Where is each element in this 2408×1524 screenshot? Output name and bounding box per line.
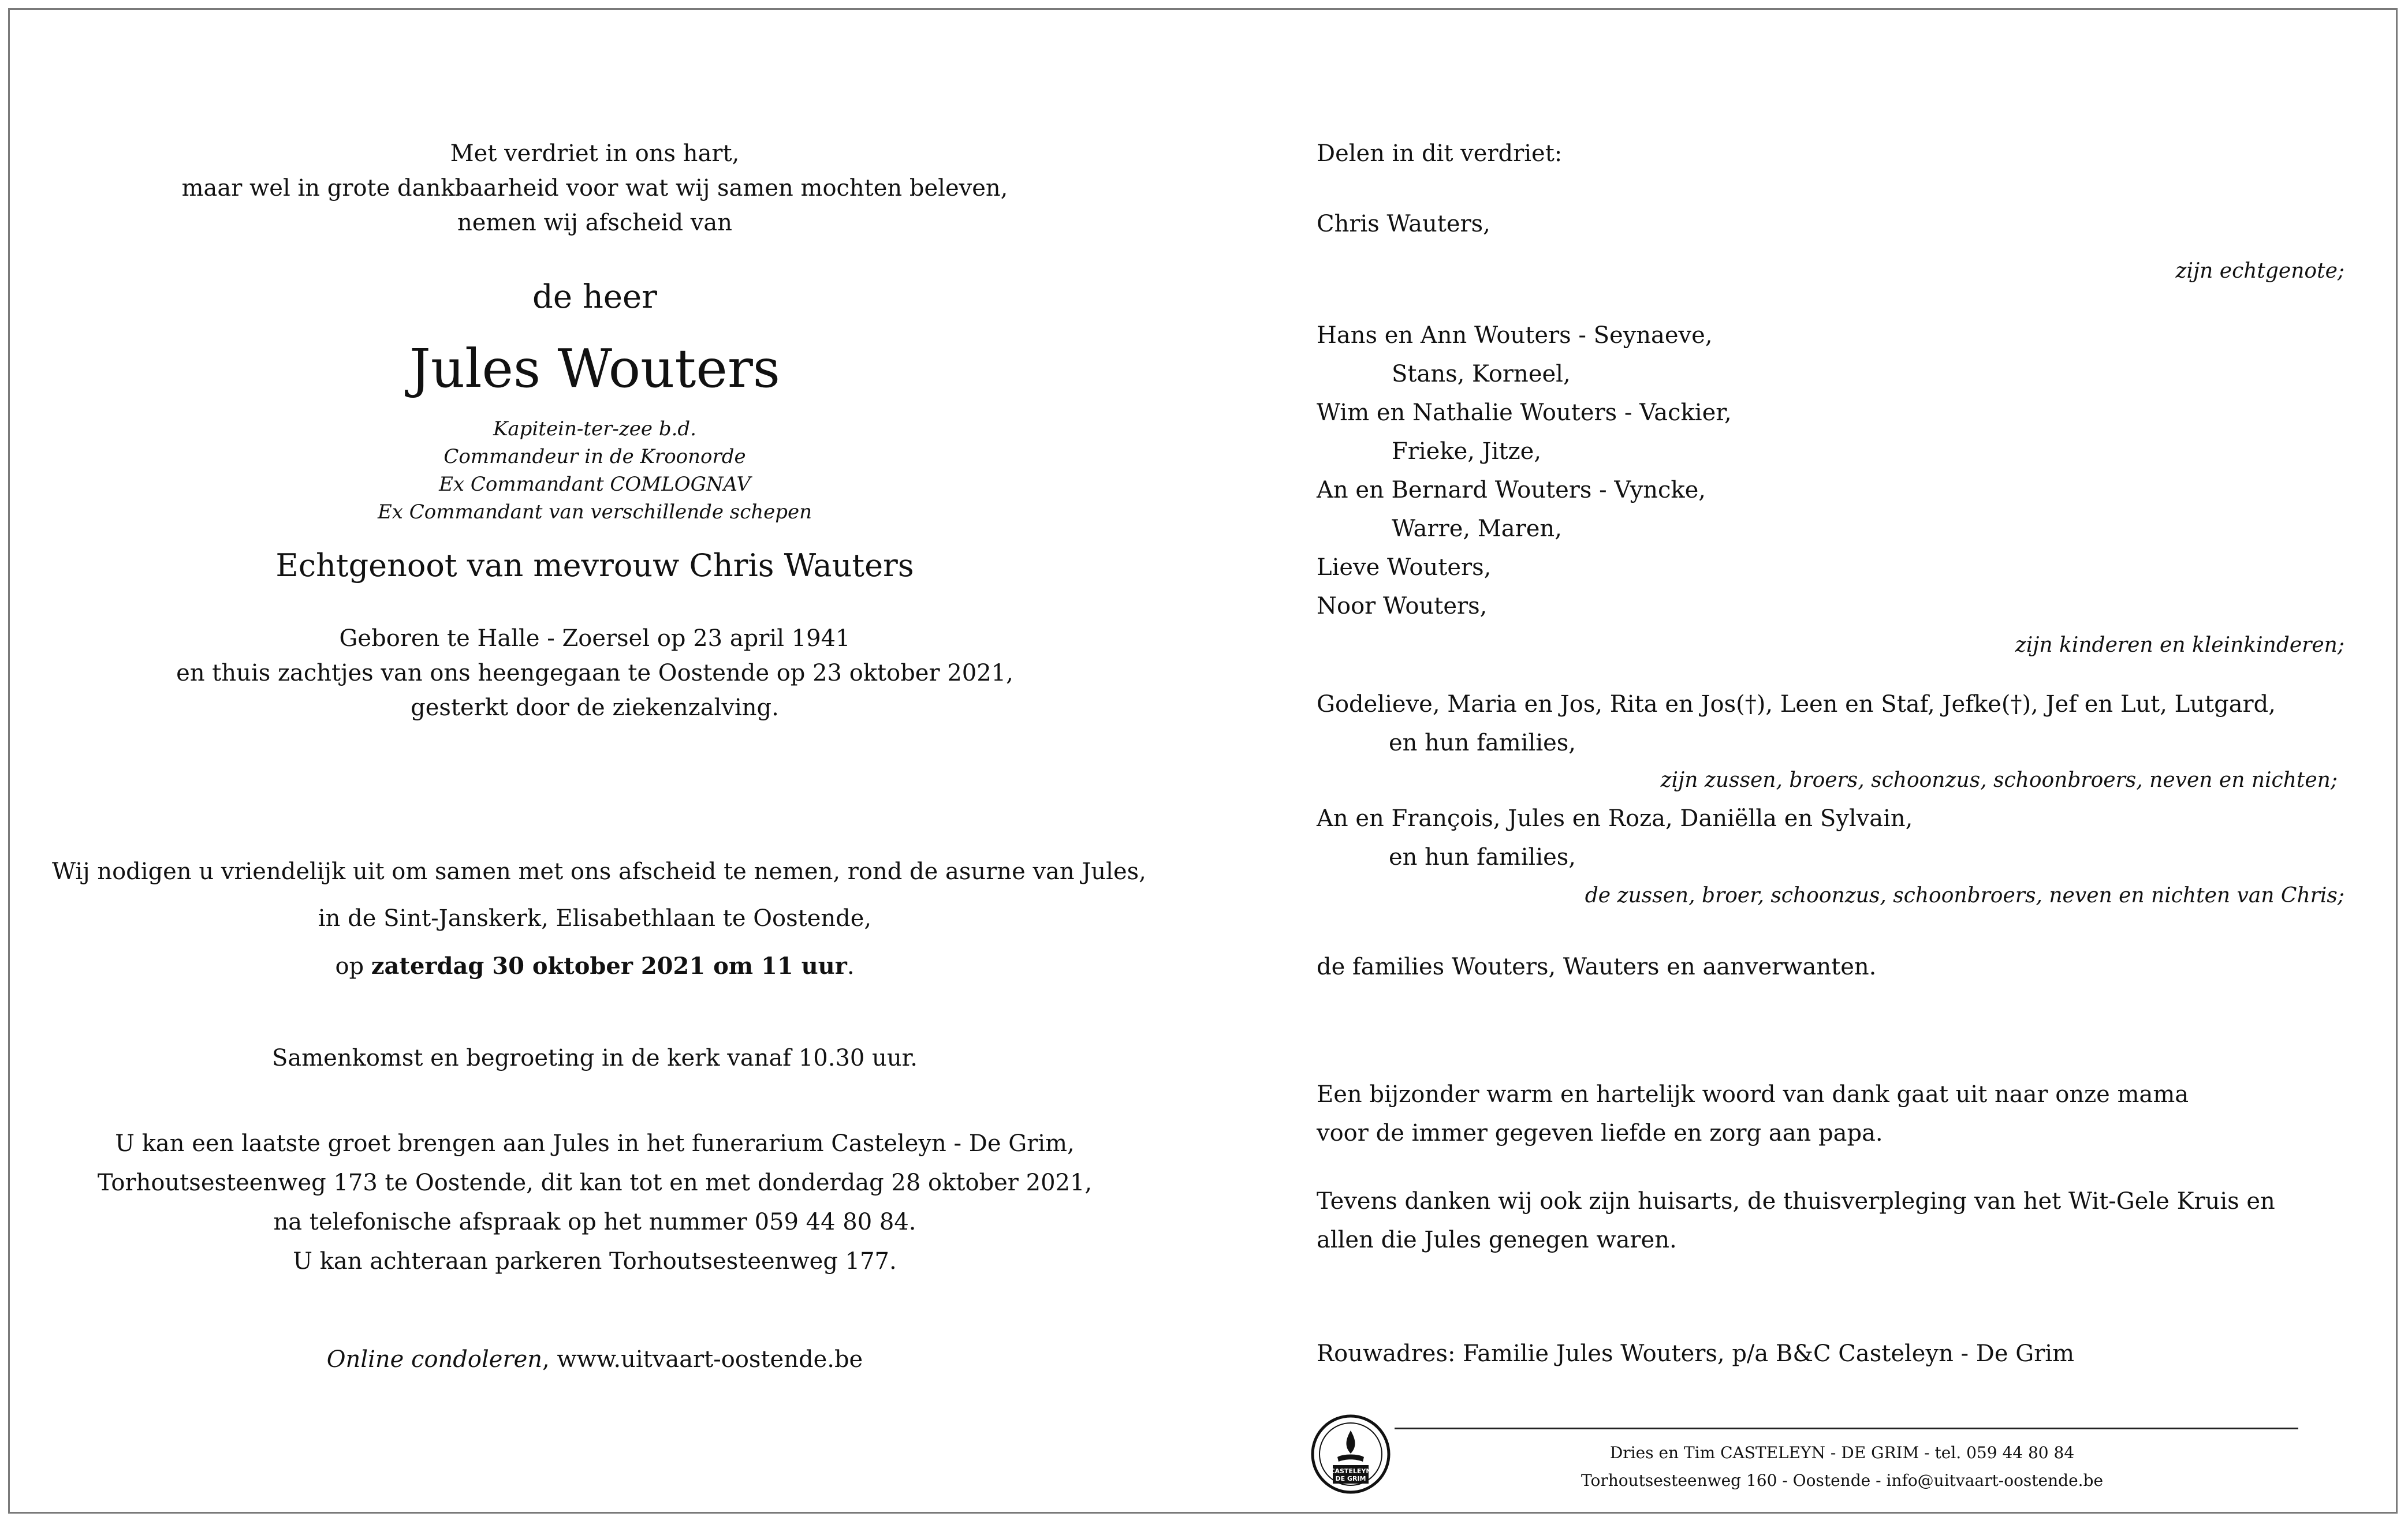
share-header: Delen in dit verdriet: (1317, 140, 1563, 167)
condolence-line (52, 1346, 1138, 1373)
thanks-line-1: Een bijzonder warm en hartelijk woord van dank gaat uit naar onze mama (1317, 1081, 2189, 1108)
funeral-home-logo (1310, 1413, 1392, 1495)
visit-line-3: na telefonische afspraak op het nummer 059 44 80 84. (273, 1209, 916, 1235)
thanks-line-2: voor de immer gegeven liefde en zorg aan papa. (1317, 1120, 1883, 1146)
visit-line-1: U kan een laatste groet brengen aan Jules in het funerarium Casteleyn - De Grim, (115, 1130, 1075, 1157)
siblings-role: zijn zussen, broers, schoonzus, schoonbroers, neven en nichten; (1660, 768, 2338, 792)
invite-line-3 (52, 952, 1138, 980)
grandchildren-entry-3: Warre, Maren, (1392, 516, 1562, 542)
visit-line-2: Torhoutsesteenweg 173 te Oostende, dit kan tot en met donderdag 28 oktober 2021, (97, 1170, 1093, 1196)
child-entry-2: Wim en Nathalie Wouters - Vackier, (1317, 399, 1732, 426)
svg-text:DE GRIM: DE GRIM (1335, 1475, 1366, 1482)
spouse-role: zijn echtgenote; (2175, 259, 2344, 283)
thanks-line-3: Tevens danken wij ook zijn huisarts, de thuisverpleging van het Wit-Gele Kruis en (1317, 1188, 2275, 1215)
grandchildren-entry-1: Stans, Korneel, (1392, 361, 1571, 387)
deceased-name: Jules Wouters (409, 338, 781, 399)
visit-line-4: U kan achteraan parkeren Torhoutsesteenweg 177. (293, 1248, 897, 1275)
title-line-2: Commandeur in de Kroonorde (443, 445, 746, 468)
spouse-line: Echtgenoot van mevrouw Chris Wauters (275, 547, 914, 584)
in-laws-entry: An en François, Jules en Roza, Daniëlla en Sylvain, (1317, 805, 1913, 832)
ceremony-datetime: zaterdag 30 oktober 2021 om 11 uur (371, 952, 847, 980)
born-line: Geboren te Halle - Zoersel op 23 april 1941 (339, 625, 851, 652)
title-line-1: Kapitein-ter-zee b.d. (493, 417, 696, 440)
mourning-address: Rouwadres: Familie Jules Wouters, p/a B&C Casteleyn - De Grim (1317, 1340, 2075, 1367)
footer-line-2: Torhoutsesteenweg 160 - Oostende - info@uitvaart-oostende.be (1581, 1471, 2104, 1490)
children-role: zijn kinderen en kleinkinderen; (2015, 633, 2344, 657)
invite-line-2: in de Sint-Janskerk, Elisabethlaan te Oostende, (318, 905, 872, 932)
thanks-line-4: allen die Jules genegen waren. (1317, 1227, 1677, 1253)
title-line-4: Ex Commandant van verschillende schepen (377, 500, 812, 524)
families-line: de families Wouters, Wauters en aanverwanten. (1317, 954, 1877, 980)
gathering-line: Samenkomst en begroeting in de kerk vanaf 10.30 uur. (271, 1045, 918, 1071)
title-line-3: Ex Commandant COMLOGNAV (439, 473, 751, 496)
intro-line-2: maar wel in grote dankbaarheid voor wat wij samen mochten beleven, (181, 175, 1008, 201)
spouse-entry: Chris Wauters, (1317, 211, 1490, 237)
sacrament-line: gesterkt door de ziekenzalving. (411, 694, 779, 721)
intro-line-3: nemen wij afscheid van (457, 210, 732, 236)
invite-line-1: Wij nodigen u vriendelijk uit om samen met ons afscheid te nemen, rond de asurne van Jules, (52, 858, 1146, 885)
intro-line-1: Met verdriet in ons hart, (450, 140, 740, 167)
condolence-url[interactable]: , www.uitvaart-oostende.be (542, 1346, 863, 1373)
invite-post: . (847, 953, 855, 980)
child-entry-5: Noor Wouters, (1317, 593, 1488, 619)
siblings-families: en hun families, (1389, 730, 1576, 756)
child-entry-3: An en Bernard Wouters - Vyncke, (1317, 477, 1706, 503)
footer-line-1: Dries en Tim CASTELEYN - DE GRIM - tel. 059 44 80 84 (1609, 1443, 2075, 1462)
condolence-label: Online condoleren (326, 1346, 543, 1373)
footer-divider (1395, 1428, 2298, 1429)
salutation: de heer (532, 278, 657, 316)
child-entry-4: Lieve Wouters, (1317, 554, 1492, 581)
siblings-entry: Godelieve, Maria en Jos, Rita en Jos(†), Leen en Staf, Jefke(†), Jef en Lut, Lutgard, (1317, 691, 2276, 718)
svg-text:CASTELEYN: CASTELEYN (1330, 1467, 1371, 1475)
died-line: en thuis zachtjes van ons heengegaan te Oostende op 23 oktober 2021, (176, 660, 1013, 686)
invite-pre: op (335, 953, 371, 980)
in-laws-families: en hun families, (1389, 844, 1576, 871)
in-laws-role: de zussen, broer, schoonzus, schoonbroers, neven en nichten van Chris; (1585, 884, 2344, 907)
grandchildren-entry-2: Frieke, Jitze, (1392, 438, 1542, 465)
child-entry-1: Hans en Ann Wouters - Seynaeve, (1317, 322, 1713, 349)
